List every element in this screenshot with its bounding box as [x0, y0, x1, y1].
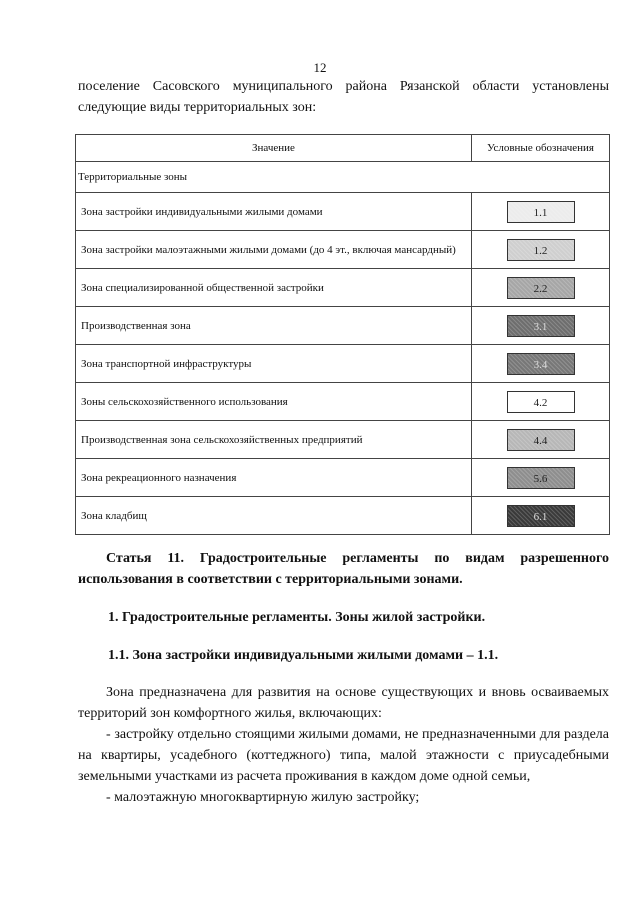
zone-name: Зона застройки индивидуальными жилыми домами: [76, 193, 472, 231]
zone-swatch: 2.2: [507, 277, 575, 299]
table-row: [76, 421, 610, 459]
header-value: Значение: [76, 135, 472, 162]
zone-symbol-cell: [472, 497, 610, 535]
zone-swatch: 3.1: [507, 315, 575, 337]
zone-swatch: 4.2: [507, 391, 575, 413]
zone-swatch: 6.1: [507, 505, 575, 527]
zone-name: Зона застройки малоэтажными жилыми домами (до 4 эт., включая мансардный): [76, 231, 472, 269]
paragraph-2: - застройку отдельно стоящими жилыми домами, не предназначенными для раздела на квартиры, усадебного (коттеджного) типа, малой этажности с приусадебными земельными участками из расчета проживания в каждом доме одной семьи,: [78, 727, 609, 784]
zone-name: Зоны сельскохозяйственного использования: [76, 383, 472, 421]
zone-swatch: 3.4: [507, 353, 575, 375]
paragraph-3: - малоэтажную многоквартирную жилую застройку;: [106, 790, 420, 805]
zones-table: [75, 134, 610, 535]
zone-name: Зона транспортной инфраструктуры: [76, 345, 472, 383]
zone-symbol-cell: [472, 421, 610, 459]
zone-symbol-cell: [472, 193, 610, 231]
section-heading-1: 1. Градостроительные регламенты. Зоны жилой застройки.: [108, 610, 486, 625]
body-text: [78, 682, 609, 808]
table-row: [76, 497, 610, 535]
section-heading-1-1: 1.1. Зона застройки индивидуальными жилыми домами – 1.1.: [108, 648, 499, 663]
zone-swatch: 4.4: [507, 429, 575, 451]
group-label: Территориальные зоны: [76, 162, 610, 193]
zone-symbol-cell: [472, 307, 610, 345]
table-row: [76, 193, 610, 231]
table-header-row: [76, 135, 610, 162]
zone-symbol-cell: [472, 269, 610, 307]
table-row: [76, 459, 610, 497]
zone-name: Производственная зона сельскохозяйственных предприятий: [76, 421, 472, 459]
intro-paragraph: поселение Сасовского муниципального района Рязанской области установлены следующие виды территориальных зон:: [78, 79, 609, 115]
zone-symbol-cell: [472, 383, 610, 421]
zone-name: Зона кладбищ: [76, 497, 472, 535]
table-row: [76, 269, 610, 307]
paragraph-1: Зона предназначена для развития на основе существующих и вновь осваиваемых территорий зон комфортного жилья, включающих:: [78, 685, 609, 721]
zone-symbol-cell: [472, 345, 610, 383]
zone-symbol-cell: [472, 459, 610, 497]
table-group-row: [76, 162, 610, 193]
zone-symbol-cell: [472, 231, 610, 269]
table-row: [76, 307, 610, 345]
zone-name: Зона специализированной общественной застройки: [76, 269, 472, 307]
zone-swatch: 1.1: [507, 201, 575, 223]
zone-name: Производственная зона: [76, 307, 472, 345]
article-title: Статья 11. Градостроительные регламенты по видам разрешенного использования в соответствии с территориальными зонами.: [78, 551, 609, 587]
zone-swatch: 5.6: [507, 467, 575, 489]
table-row: [76, 345, 610, 383]
table-row: [76, 383, 610, 421]
header-symbols: Условные обозначения: [472, 135, 610, 162]
zone-name: Зона рекреационного назначения: [76, 459, 472, 497]
zone-swatch: 1.2: [507, 239, 575, 261]
table-row: [76, 231, 610, 269]
page-number: 12: [313, 60, 327, 75]
